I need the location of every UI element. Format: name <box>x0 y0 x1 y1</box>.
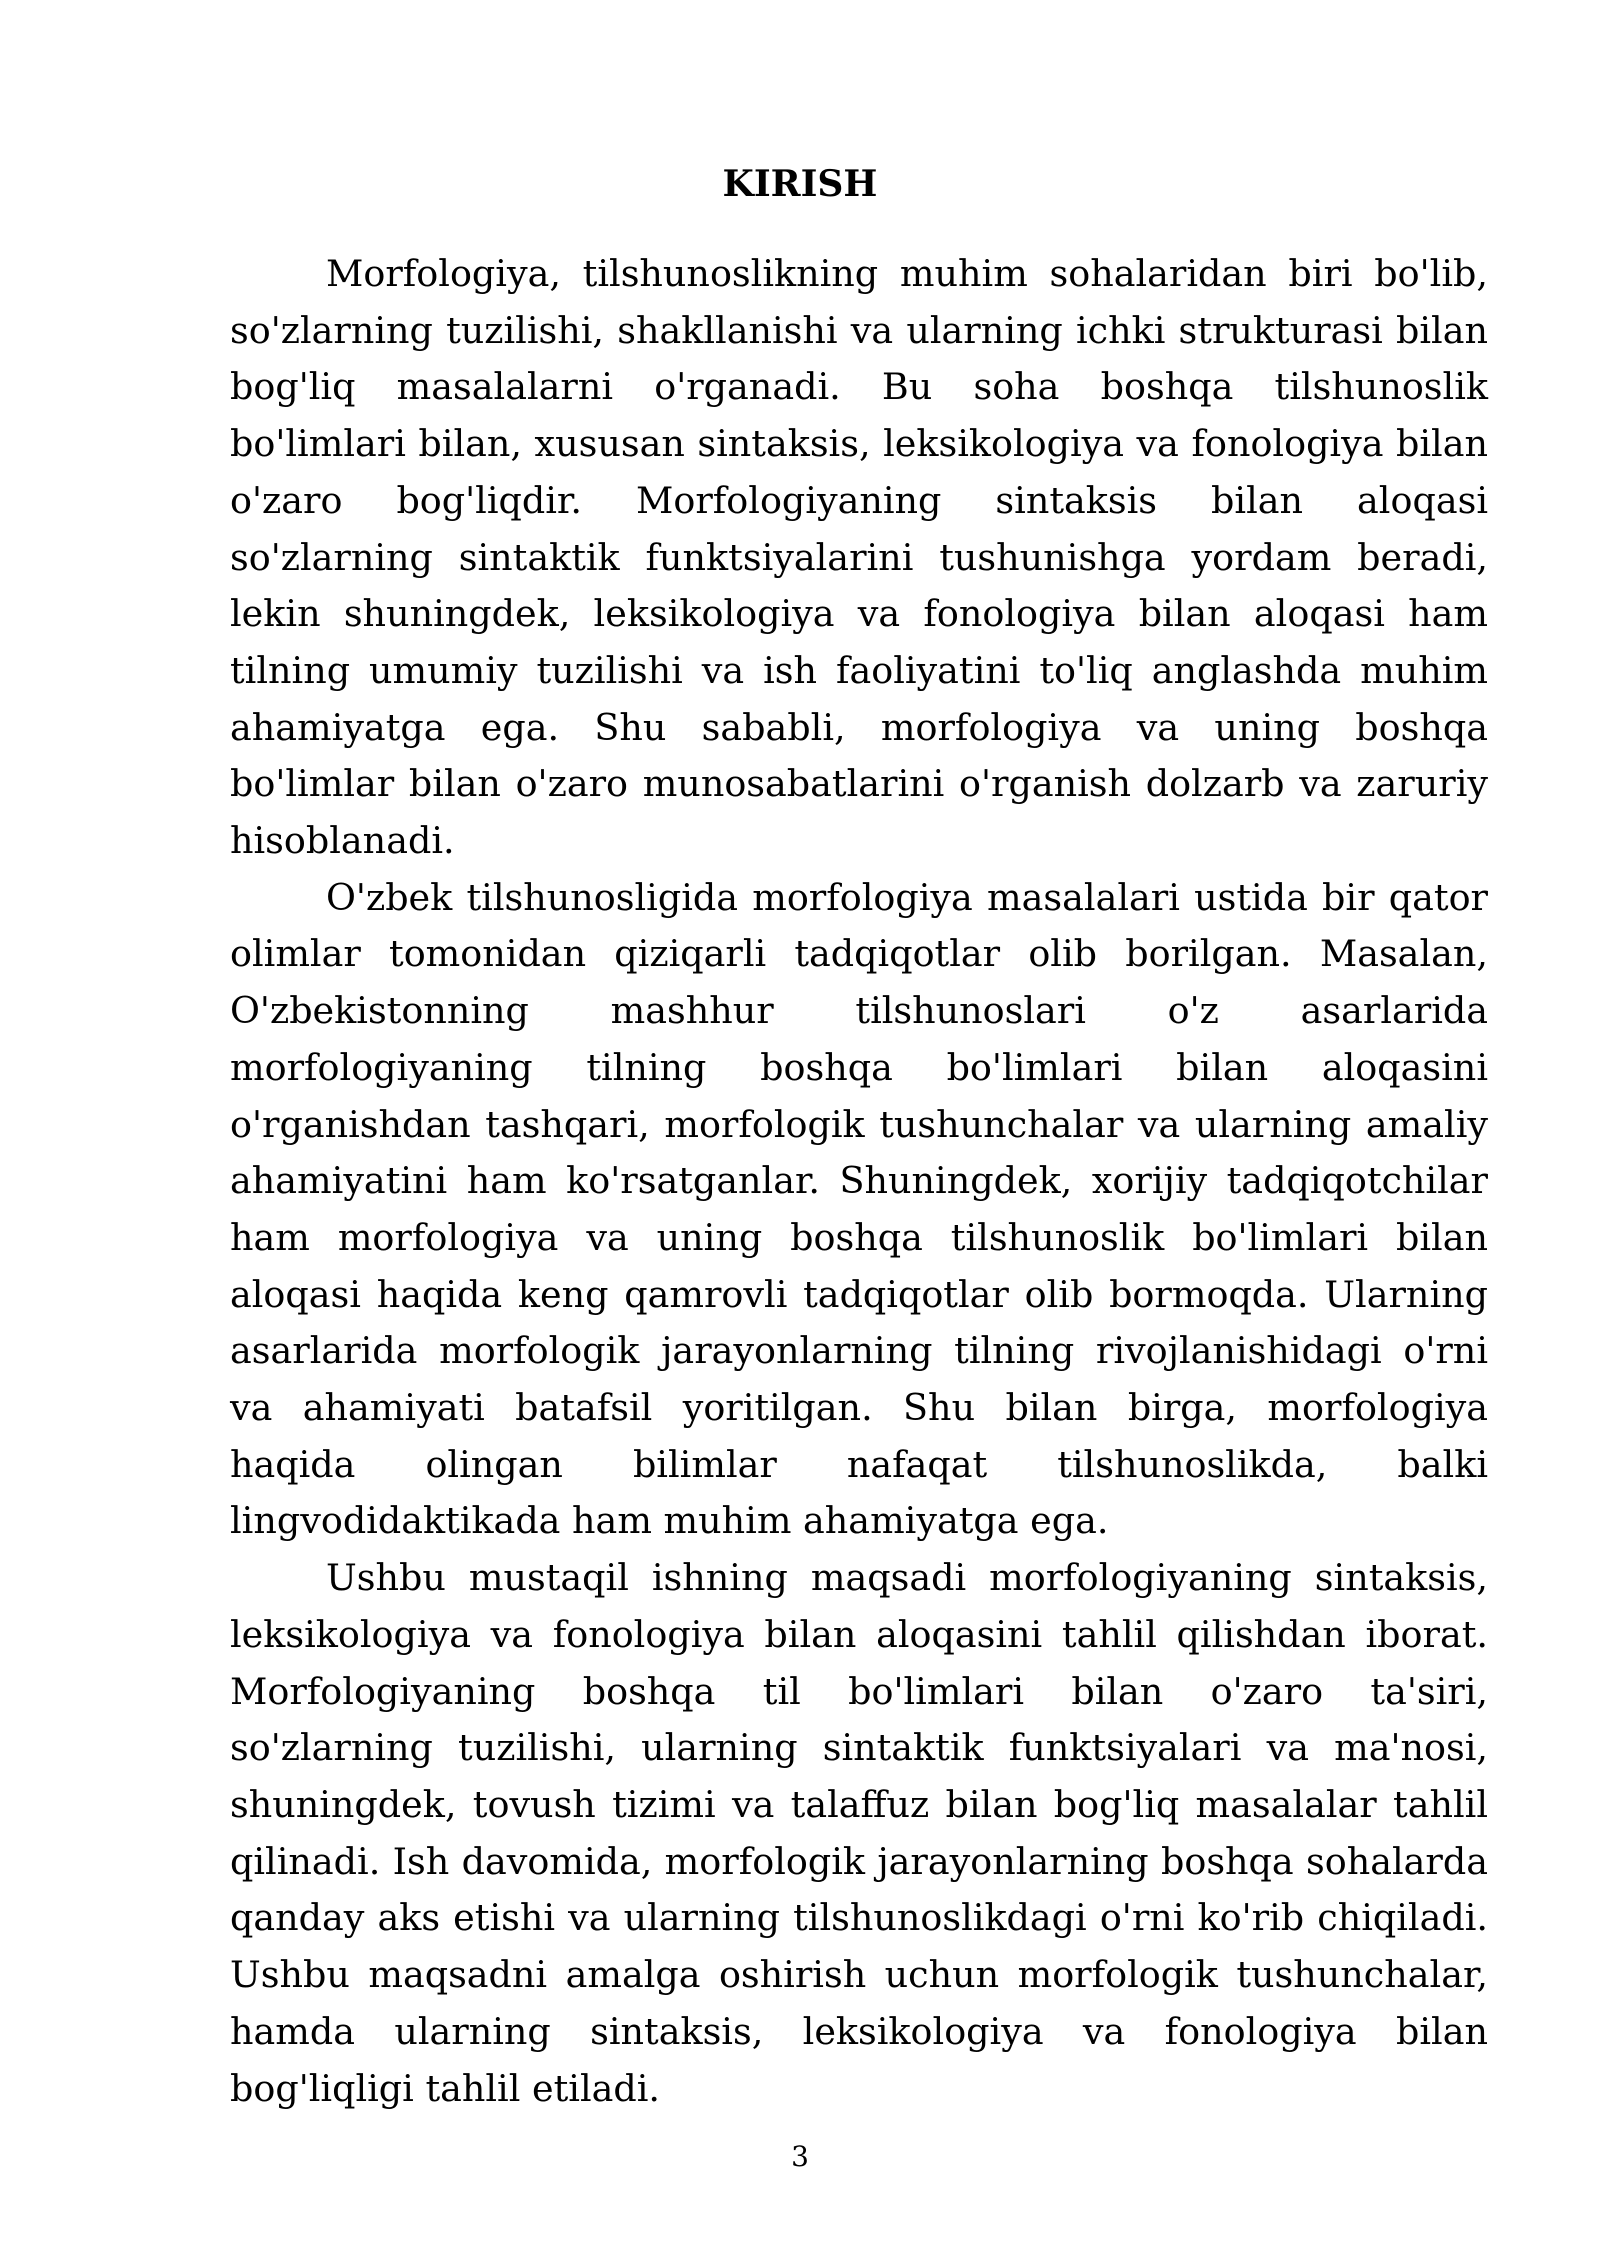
paragraph-2: O'zbek tilshunosligida morfologiya masalalari ustida bir qator olimlar tomonidan qiziqarli tadqiqotlar olib borilgan. Masalan, O'zbekistonning mashhur tilshunoslari o'z asarlarida morfologiyaning tilning boshqa bo'limlari bilan aloqasini o'rganishdan tashqari, morfologik tushunchalar va ularning amaliy ahamiyatini ham ko'rsatganlar. Shuningdek, xorijiy tadqiqotchilar ham morfologiya va uning boshqa tilshunoslik bo'limlari bilan aloqasi haqida keng qamrovli tadqiqotlar olib bormoqda. Ularning asarlarida morfologik jarayonlarning tilning rivojlanishidagi o'rni va ahamiyati batafsil yoritilgan. Shu bilan birga, morfologiya haqida olingan bilimlar nafaqat tilshunoslikda, balki lingvodidaktikada ham muhim ahamiyatga ega. <box>230 875 1488 1543</box>
paragraph-1: Morfologiya, tilshunoslikning muhim sohalaridan biri bo'lib, so'zlarning tuzilishi, shakllanishi va ularning ichki strukturasi bilan bog'liq masalalarni o'rganadi. Bu soha boshqa tilshunoslik bo'limlari bilan, xususan sintaksis, leksikologiya va fonologiya bilan o'zaro bog'liqdir. Morfologiyaning sintaksis bilan aloqasi so'zlarning sintaktik funktsiyalarini tushunishga yordam beradi, lekin shuningdek, leksikologiya va fonologiya bilan aloqasi ham tilning umumiy tuzilishi va ish faoliyatini to'liq anglashda muhim ahamiyatga ega. Shu sababli, morfologiya va uning boshqa bo'limlar bilan o'zaro munosabatlarini o'rganish dolzarb va zaruriy hisoblanadi. <box>230 252 1488 863</box>
section-title: KIRISH <box>722 163 878 205</box>
page-number: 3 <box>791 2140 809 2173</box>
body-text <box>230 246 1488 2117</box>
paragraph-3: Ushbu mustaqil ishning maqsadi morfologiyaning sintaksis, leksikologiya va fonologiya bilan aloqasini tahlil qilishdan iborat. Morfologiyaning boshqa til bo'limlari bilan o'zaro ta'siri, so'zlarning tuzilishi, ularning sintaktik funktsiyalari va ma'nosi, shuningdek, tovush tizimi va talaffuz bilan bog'liq masalalar tahlil qilinadi. Ish davomida, morfologik jarayonlarning boshqa sohalarda qanday aks etishi va ularning tilshunoslikdagi o'rni ko'rib chiqiladi. Ushbu maqsadni amalga oshirish uchun morfologik tushunchalar, hamda ularning sintaksis, leksikologiya va fonologiya bilan bog'liqligi tahlil etiladi. <box>230 1556 1488 2110</box>
